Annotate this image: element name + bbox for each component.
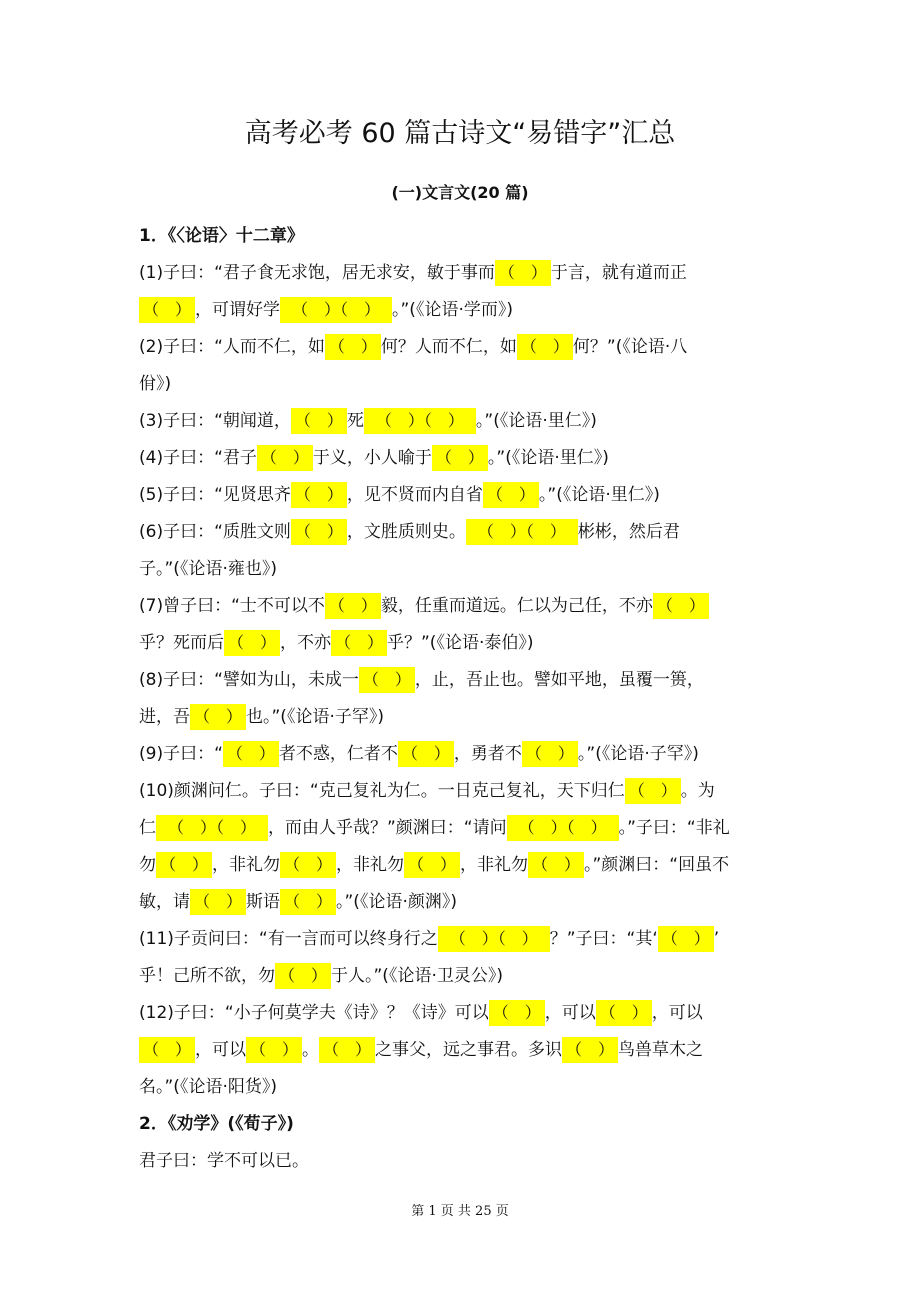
text-line	[139, 514, 789, 551]
text-span: ？”子曰：“其‘	[549, 929, 658, 949]
text-span: 佾》)	[139, 374, 172, 394]
text-span: (5)子曰：“见贤思齐	[139, 485, 291, 505]
text-span: 。	[302, 1040, 319, 1060]
fill-in-blank[interactable]: （ ）	[139, 297, 195, 323]
text-line	[139, 329, 789, 366]
section-heading	[139, 218, 789, 255]
text-line	[139, 810, 789, 847]
fill-in-blank[interactable]: （ ）（ ）	[466, 519, 578, 545]
document-title: 高考必考 60 篇古诗文“易错字”汇总	[244, 118, 676, 149]
text-line	[139, 440, 789, 477]
text-span: 。”(《论语·颜渊》)	[336, 892, 457, 912]
text-span: 。”(《论语·里仁》)	[487, 448, 609, 468]
text-span: 鸟兽草木之	[618, 1040, 703, 1060]
fill-in-blank[interactable]: （ ）	[190, 889, 246, 915]
text-line	[139, 773, 789, 810]
text-line	[139, 995, 789, 1032]
fill-in-blank[interactable]: （ ）（ ）	[280, 297, 392, 323]
fill-in-blank[interactable]: （ ）	[596, 1000, 652, 1026]
text-span: 仁	[139, 818, 156, 838]
text-span: 者不惑，仁者不	[278, 744, 398, 764]
fill-in-blank[interactable]: （ ）	[489, 1000, 545, 1026]
fill-in-blank[interactable]: （ ）	[280, 852, 336, 878]
text-line	[139, 255, 789, 292]
fill-in-blank[interactable]: （ ）	[156, 852, 212, 878]
text-span: 。为	[680, 781, 715, 801]
fill-in-blank[interactable]: （ ）	[325, 334, 381, 360]
text-span: ’	[713, 929, 720, 949]
text-span: ，止，吾止也。譬如平地，虽覆一篑，	[414, 670, 704, 690]
text-line	[139, 366, 789, 403]
text-line	[139, 958, 789, 995]
text-span: 。”子曰：“非礼	[618, 818, 730, 838]
text-span: 进，吾	[139, 707, 190, 727]
text-span: (8)子曰：“譬如为山，未成一	[139, 670, 359, 690]
fill-in-blank[interactable]: （ ）	[653, 593, 709, 619]
fill-in-blank[interactable]: （ ）	[562, 1037, 618, 1063]
text-span: (4)子曰：“君子	[139, 448, 257, 468]
fill-in-blank[interactable]: （ ）	[257, 445, 313, 471]
section-heading	[139, 1106, 789, 1143]
text-span: ，可以	[195, 1040, 246, 1060]
text-span: ，不亦	[280, 633, 331, 653]
text-span: ，可以	[544, 1003, 596, 1023]
fill-in-blank[interactable]: （ ）	[291, 519, 347, 545]
fill-in-blank[interactable]: （ ）	[658, 926, 714, 952]
text-span: ，文胜质则史。	[346, 522, 466, 542]
fill-in-blank[interactable]: （ ）	[280, 889, 336, 915]
text-span: 敏，请	[139, 892, 190, 912]
text-span: (9)子曰：“	[139, 744, 223, 764]
text-line	[139, 477, 789, 514]
text-span: ，非礼勿	[336, 855, 404, 875]
text-line	[139, 699, 789, 736]
fill-in-blank[interactable]: （ ）	[522, 741, 578, 767]
fill-in-blank[interactable]: （ ）（ ）	[507, 815, 619, 841]
text-span: 。”(《论语·里仁》)	[475, 411, 597, 431]
fill-in-blank[interactable]: （ ）	[398, 741, 454, 767]
text-span: 乎！己所不欲，勿	[139, 966, 275, 986]
fill-in-blank[interactable]: （ ）	[331, 630, 387, 656]
text-span: 于人。”(《论语·卫灵公》)	[331, 966, 503, 986]
text-line	[139, 403, 789, 440]
text-span: 。”(《论语·里仁》)	[538, 485, 660, 505]
text-span: (1)子曰：“君子食无求饱，居无求安，敏于事而	[139, 263, 495, 283]
text-line	[139, 1143, 789, 1180]
text-span: 之事父，远之事君。多识	[375, 1040, 562, 1060]
text-line	[139, 292, 789, 329]
text-span: ，见不贤而内自省	[346, 485, 483, 505]
text-span: 。”(《论语·子罕》)	[577, 744, 699, 764]
text-span: (12)子曰：“小子何莫学夫《诗》？《诗》可以	[139, 1003, 489, 1023]
page-footer: 第 1 页 共 25 页	[411, 1204, 509, 1219]
text-span: (6)子曰：“质胜文则	[139, 522, 291, 542]
text-span: 君子曰：学不可以已。	[139, 1151, 309, 1171]
fill-in-blank[interactable]: （ ）	[291, 408, 347, 434]
fill-in-blank[interactable]: （ ）	[224, 630, 280, 656]
text-span: 于义，小人喻于	[312, 448, 432, 468]
fill-in-blank[interactable]: （ ）	[517, 334, 573, 360]
text-span: 乎？”(《论语·泰伯》)	[387, 633, 534, 653]
text-span: (3)子曰：“朝闻道，	[139, 411, 291, 431]
text-span: 何？”(《论语·八	[572, 337, 688, 357]
text-span: 死	[346, 411, 364, 431]
fill-in-blank[interactable]: （ ）	[319, 1037, 375, 1063]
fill-in-blank[interactable]: （ ）	[275, 963, 331, 989]
text-span: 2．《劝学》(《荀子》)	[139, 1114, 294, 1134]
text-span: 彬彬，然后君	[577, 522, 680, 542]
text-span: 1．《〈论语〉十二章》	[139, 226, 304, 246]
text-span: 于言，就有道而正	[550, 263, 687, 283]
text-span: 子。”(《论语·雍也》)	[139, 559, 277, 579]
fill-in-blank[interactable]: （ ）	[432, 445, 488, 471]
text-span: ，可以	[651, 1003, 703, 1023]
text-line	[139, 625, 789, 662]
text-line	[139, 736, 789, 773]
text-span: 斯语	[246, 892, 280, 912]
fill-in-blank[interactable]: （ ）（ ）	[156, 815, 268, 841]
text-line	[139, 551, 789, 588]
fill-in-blank[interactable]: （ ）	[139, 1037, 195, 1063]
text-line	[139, 588, 789, 625]
fill-in-blank[interactable]: （ ）	[483, 482, 539, 508]
fill-in-blank[interactable]: （ ）	[495, 260, 551, 286]
fill-in-blank[interactable]: （ ）（ ）	[364, 408, 476, 434]
fill-in-blank[interactable]: （ ）	[246, 1037, 302, 1063]
text-span: 勿	[139, 855, 156, 875]
text-span: 。”(《论语·学而》)	[392, 300, 513, 320]
text-span: 乎？死而后	[139, 633, 224, 653]
text-span: (11)子贡问曰：“有一言而可以终身行之	[139, 929, 438, 949]
text-line	[139, 921, 789, 958]
text-line	[139, 847, 789, 884]
text-span: (7)曾子曰：“士不可以不	[139, 596, 325, 616]
text-span: (2)子曰：“人而不仁，如	[139, 337, 325, 357]
text-line	[139, 1032, 789, 1069]
text-span: ，勇者不	[453, 744, 522, 764]
text-line	[139, 884, 789, 921]
text-span: ，非礼勿	[460, 855, 528, 875]
text-span: 名。”(《论语·阳货》)	[139, 1077, 277, 1097]
text-span: (10)颜渊问仁。子曰：“克己复礼为仁。一日克己复礼，天下归仁	[139, 781, 625, 801]
fill-in-blank[interactable]: （ ）	[223, 741, 279, 767]
text-span: 也。”(《论语·子罕》)	[246, 707, 384, 727]
fill-in-blank[interactable]: （ ）	[625, 778, 681, 804]
text-span: 毅，任重而道远。仁以为己任，不亦	[380, 596, 653, 616]
section-subtitle: (一)文言文(20 篇)	[391, 183, 529, 202]
text-span: ，非礼勿	[212, 855, 280, 875]
text-span: ，而由人乎哉？”颜渊曰：“请问	[268, 818, 507, 838]
text-line	[139, 1069, 789, 1106]
fill-in-blank[interactable]: （ ）	[325, 593, 381, 619]
document-body	[139, 218, 789, 1180]
fill-in-blank[interactable]: （ ）	[528, 852, 584, 878]
fill-in-blank[interactable]: （ ）	[190, 704, 246, 730]
fill-in-blank[interactable]: （ ）	[359, 667, 415, 693]
text-span: 何？人而不仁，如	[380, 337, 517, 357]
fill-in-blank[interactable]: （ ）	[404, 852, 460, 878]
text-line	[139, 662, 789, 699]
text-span: 。”颜渊曰：“回虽不	[584, 855, 730, 875]
fill-in-blank[interactable]: （ ）（ ）	[438, 926, 550, 952]
fill-in-blank[interactable]: （ ）	[291, 482, 347, 508]
text-span: ，可谓好学	[195, 300, 280, 320]
